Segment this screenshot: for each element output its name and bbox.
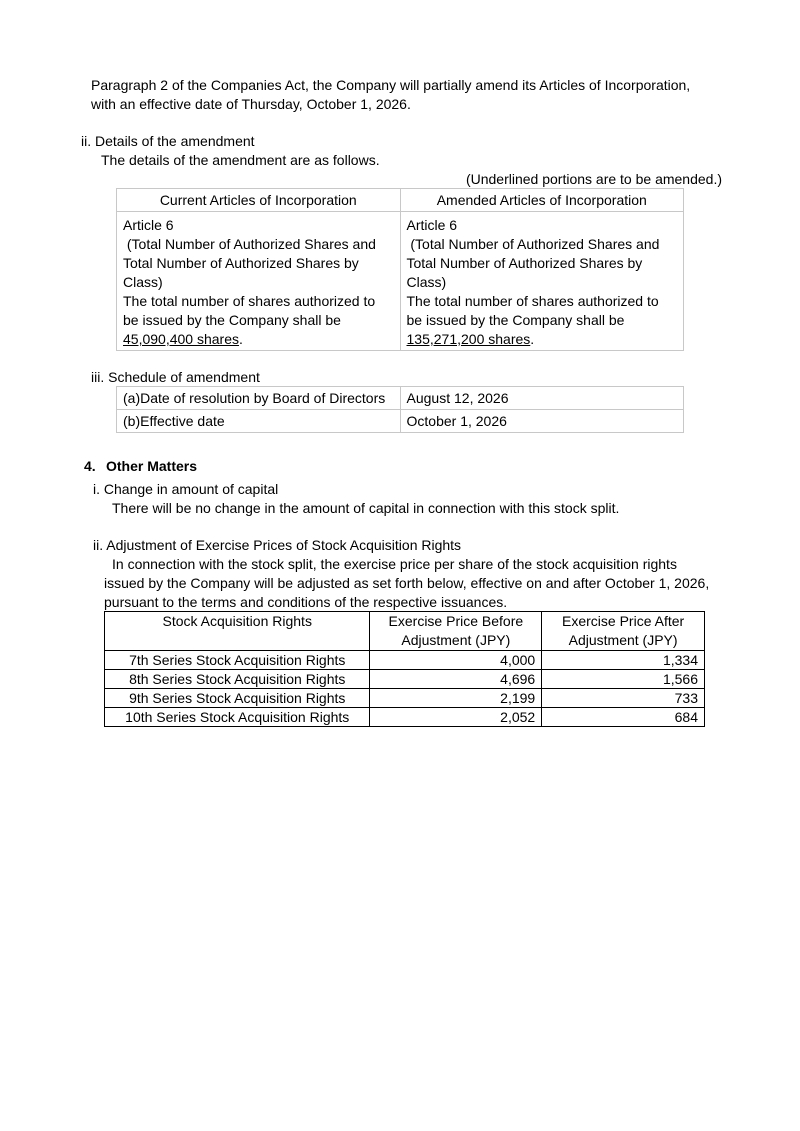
rights-before: 2,199 xyxy=(370,689,542,708)
table-row xyxy=(105,708,705,727)
current-share-count-line xyxy=(123,330,394,349)
current-line: The total number of shares authorized to xyxy=(123,293,376,309)
rights-name: 8th Series Stock Acquisition Rights xyxy=(105,670,370,689)
capital-text: There will be no change in the amount of capital in connection with this stock split. xyxy=(112,500,620,516)
amended-line: (Total Number of Authorized Shares and xyxy=(406,236,660,252)
rights-before: 2,052 xyxy=(370,708,542,727)
amendment-table xyxy=(116,188,684,351)
amended-line: be issued by the Company shall be xyxy=(406,312,625,328)
current-share-count: 45,090,400 shares xyxy=(123,331,239,347)
rights-after: 733 xyxy=(542,689,705,708)
col-current-header: Current Articles of Incorporation xyxy=(117,189,401,212)
rights-before: 4,000 xyxy=(370,651,542,670)
current-article-cell xyxy=(117,212,401,351)
current-line: Class) xyxy=(123,274,163,290)
current-line: Total Number of Authorized Shares by xyxy=(123,255,359,271)
rights-after: 1,566 xyxy=(542,670,705,689)
rights-col-before xyxy=(370,612,542,651)
rights-col-after-line2: Adjustment (JPY) xyxy=(568,632,678,648)
table-row xyxy=(105,651,705,670)
rights-col-after-line1: Exercise Price After xyxy=(562,613,685,629)
adjustment-line-3: pursuant to the terms and conditions of the respective issuances. xyxy=(104,594,508,610)
schedule-value: August 12, 2026 xyxy=(400,387,683,410)
schedule-heading: iii. Schedule of amendment xyxy=(91,369,260,385)
rights-col-before-line1: Exercise Price Before xyxy=(388,613,524,629)
rights-col-name-text: Stock Acquisition Rights xyxy=(162,613,312,629)
rights-after: 1,334 xyxy=(542,651,705,670)
rights-name: 7th Series Stock Acquisition Rights xyxy=(105,651,370,670)
rights-name: 10th Series Stock Acquisition Rights xyxy=(105,708,370,727)
amended-line: Article 6 xyxy=(406,217,458,233)
current-line: be issued by the Company shall be xyxy=(123,312,341,328)
amended-line: The total number of shares authorized to xyxy=(406,293,659,309)
section-number: 4. xyxy=(84,458,96,474)
capital-heading: i. Change in amount of capital xyxy=(93,481,279,497)
current-line: (Total Number of Authorized Shares and xyxy=(123,236,376,252)
rights-col-name xyxy=(105,612,370,651)
amendment-intro: The details of the amendment are as follows. xyxy=(101,152,380,168)
amendment-note: (Underlined portions are to be amended.) xyxy=(465,171,722,187)
amendment-heading: ii. Details of the amendment xyxy=(81,133,255,149)
intro-line-1: Paragraph 2 of the Companies Act, the Company will partially amend its Articles of Incorporation, xyxy=(91,77,691,93)
schedule-table xyxy=(116,386,684,433)
rights-col-before-line2: Adjustment (JPY) xyxy=(401,632,511,648)
amended-period: . xyxy=(530,331,535,347)
amended-share-count: 135,271,200 shares xyxy=(406,331,531,347)
current-line: Article 6 xyxy=(123,217,174,233)
intro-line-2: with an effective date of Thursday, October 1, 2026. xyxy=(91,96,411,112)
schedule-label: (a)Date of resolution by Board of Directors xyxy=(117,387,401,410)
rights-header-row xyxy=(105,612,705,651)
rights-name: 9th Series Stock Acquisition Rights xyxy=(105,689,370,708)
adjustment-line-2: issued by the Company will be adjusted as set forth below, effective on and after October 1, 2026, xyxy=(104,575,710,591)
amended-line: Class) xyxy=(406,274,447,290)
amended-share-count-line xyxy=(407,330,678,349)
col-amended-header: Amended Articles of Incorporation xyxy=(400,189,684,212)
rights-after: 684 xyxy=(542,708,705,727)
rights-col-after xyxy=(542,612,705,651)
adjustment-heading: ii. Adjustment of Exercise Prices of Stock Acquisition Rights xyxy=(93,537,462,553)
rights-before: 4,696 xyxy=(370,670,542,689)
table-row xyxy=(105,689,705,708)
amended-article-cell xyxy=(400,212,684,351)
schedule-row xyxy=(117,410,684,433)
amended-line: Total Number of Authorized Shares by xyxy=(406,255,643,271)
section-heading: Other Matters xyxy=(106,458,198,474)
table-row xyxy=(105,670,705,689)
schedule-value: October 1, 2026 xyxy=(400,410,683,433)
adjustment-line-1: In connection with the stock split, the exercise price per share of the stock acquisition rights xyxy=(112,556,677,572)
rights-table xyxy=(104,611,705,727)
schedule-row xyxy=(117,387,684,410)
current-period: . xyxy=(238,331,243,347)
schedule-label: (b)Effective date xyxy=(117,410,401,433)
